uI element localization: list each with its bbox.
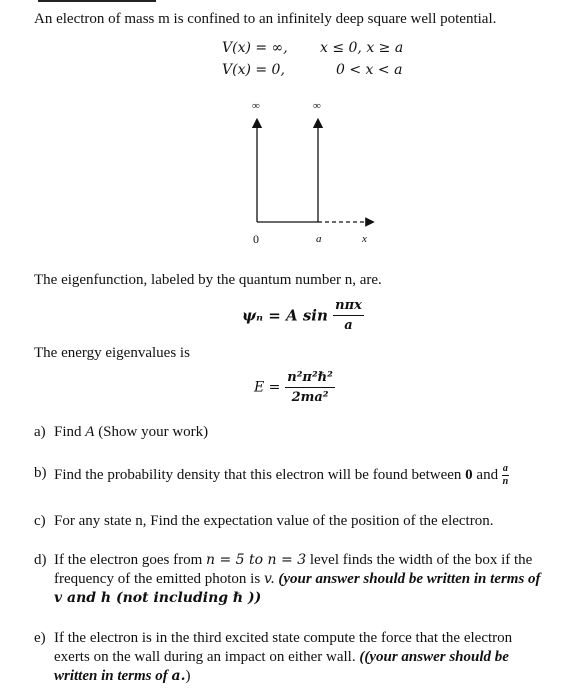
question-d-label: d) [34,552,47,568]
question-c-text: For any state n, Find the expectation value of the position of the electron. [54,513,494,529]
question-b-frac-den: n [502,476,509,487]
question-b-text: Find the probability density that this electron will be found between [54,466,466,483]
question-d-transition: n = 5 to n = 3 [206,552,307,568]
question-c-label: c) [34,513,46,529]
question-e [34,629,549,686]
potential-line2-left: V(x) = 0, [222,62,285,78]
eigenfunction-equation [242,298,364,333]
question-e-label: e) [34,630,46,646]
question-a-text-post: (Show your work) [94,424,209,440]
eigenfunction-denominator: a [344,318,353,333]
intro-text: An electron of mass m is confined to an infinitely deep square well potential. [34,11,497,27]
question-b-label: b) [34,465,47,481]
energy-numerator: n²π²ℏ² [285,370,335,388]
question-e-text: If the electron is in the third excited state compute the force that the electron exerts on the wall during an impact on either wall. [54,630,513,665]
question-d-text-mid: level finds the width of the box if the frequency of the emitted photon is [54,552,533,587]
energy-lhs: E = [254,379,281,396]
question-d-frequency: v. [263,571,275,587]
question-d-instruction: (your answer should be written in terms of [274,571,541,587]
infinity-right-label: ∞ [313,100,321,112]
question-d-text-pre: If the electron goes from [54,552,207,568]
question-a-label: a) [34,424,46,440]
question-a [34,423,549,442]
origin-label: 0 [253,232,259,246]
question-d-instruction-vars: v and h (not including ℏ )) [54,590,262,606]
question-a-var: A [85,424,95,440]
infinity-left-label: ∞ [252,100,260,112]
question-e-var: a. [171,668,186,684]
question-d [34,551,549,608]
question-e-instruction: ((your answer should be written in terms of [54,649,509,684]
eigenfunction-text: The eigenfunction, labeled by the quantum number n, are. [34,272,382,288]
question-b-zero: 0 [465,466,473,483]
potential-well-diagram [230,95,390,250]
question-b-frac-num: a [502,463,508,474]
energy-text: The energy eigenvalues is [34,345,190,361]
question-b-and: and [472,466,502,483]
question-a-text-pre: Find [54,424,86,440]
x-axis-label: x [362,233,367,245]
potential-line1-right: x ≤ 0, x ≥ a [320,40,404,56]
top-rule [38,0,156,2]
eigenfunction-lhs: ψₙ = A sin [242,306,328,325]
energy-denominator: 2ma² [291,390,329,405]
eigenfunction-numerator: nπx [333,298,364,316]
question-b-fraction [502,464,509,487]
question-c [34,512,549,531]
question-b [34,464,549,487]
a-label: a [316,233,322,245]
potential-line2-right: 0 < x < a [336,62,403,78]
potential-line1-left: V(x) = ∞, [222,40,288,56]
question-e-close: ) [185,668,191,684]
energy-equation [254,370,335,405]
